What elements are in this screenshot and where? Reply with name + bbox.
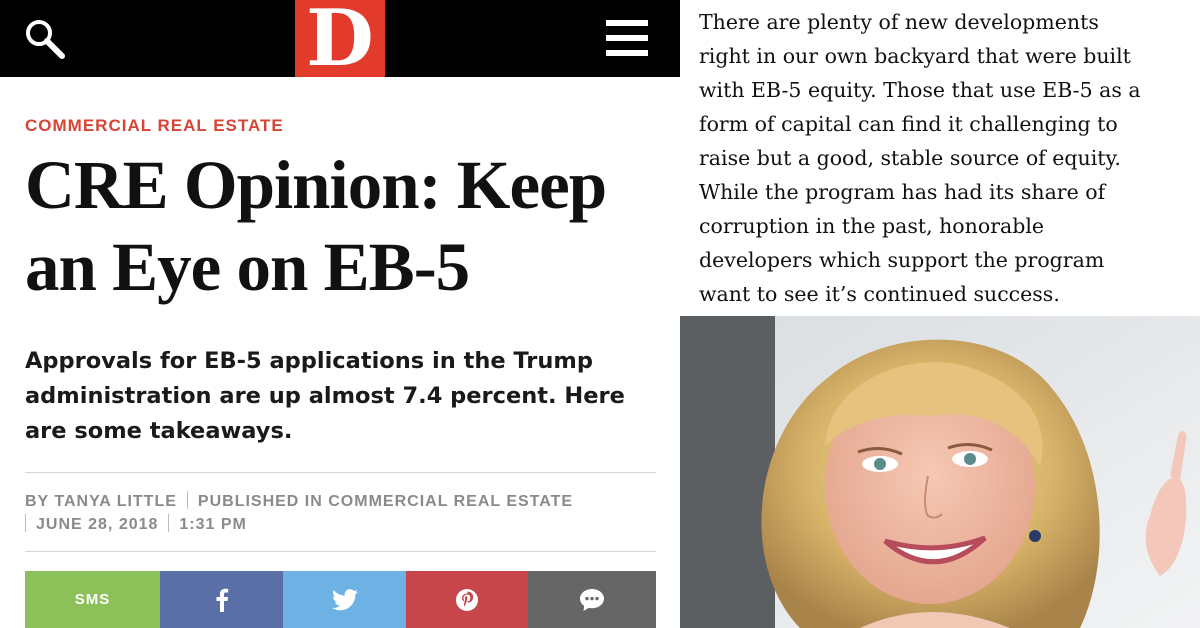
divider bbox=[25, 551, 656, 552]
portrait-illustration bbox=[680, 316, 1200, 628]
publish-date: JUNE 28, 2018 bbox=[36, 516, 159, 533]
quote-line: want to see it’s continued success. bbox=[699, 282, 1060, 306]
pinterest-icon bbox=[455, 588, 479, 612]
author-photo bbox=[680, 316, 1200, 628]
byline[interactable]: BY TANYA LITTLE bbox=[25, 493, 177, 510]
quote-panel bbox=[680, 0, 1200, 628]
quote-line: While the program has had its share of bbox=[699, 180, 1106, 204]
publish-time: 1:31 PM bbox=[179, 516, 247, 533]
quote-line: right in our own backyard that were built bbox=[699, 44, 1131, 68]
logo-text: D bbox=[306, 0, 374, 84]
quote-line: developers which support the program bbox=[699, 248, 1105, 272]
share-pinterest-button[interactable] bbox=[406, 571, 528, 628]
quote-line: corruption in the past, honorable bbox=[699, 214, 1045, 238]
category-link[interactable]: COMMERCIAL REAL ESTATE bbox=[25, 116, 284, 135]
article-date-row bbox=[25, 514, 247, 534]
meta-separator bbox=[168, 514, 169, 532]
meta-separator bbox=[25, 514, 26, 532]
site-header bbox=[0, 0, 680, 84]
comment-icon bbox=[579, 588, 605, 612]
comment-button[interactable] bbox=[528, 571, 656, 628]
meta-separator bbox=[187, 491, 188, 509]
quote-line: There are plenty of new developments bbox=[699, 10, 1099, 34]
article-title bbox=[25, 144, 665, 308]
facebook-icon bbox=[215, 588, 229, 612]
article-meta bbox=[25, 491, 573, 511]
title-line: an Eye on EB-5 bbox=[25, 229, 470, 305]
dek-line: Approvals for EB-5 applications in the Trump bbox=[25, 348, 593, 374]
title-line: CRE Opinion: Keep bbox=[25, 147, 607, 223]
search-button[interactable] bbox=[22, 16, 68, 62]
quote-line: raise but a good, stable source of equity. bbox=[699, 146, 1121, 170]
quote-line: with EB-5 equity. Those that use EB-5 as a bbox=[699, 78, 1141, 102]
search-icon bbox=[22, 16, 68, 62]
twitter-icon bbox=[332, 589, 358, 611]
share-facebook-button[interactable] bbox=[160, 571, 283, 628]
share-bar bbox=[25, 571, 656, 628]
quote-text bbox=[699, 5, 1194, 311]
divider bbox=[25, 472, 656, 473]
site-logo[interactable] bbox=[295, 0, 385, 84]
article-dek bbox=[25, 344, 665, 449]
share-sms-button[interactable] bbox=[25, 571, 160, 628]
sms-label: SMS bbox=[74, 591, 111, 608]
published-in[interactable]: PUBLISHED IN COMMERCIAL REAL ESTATE bbox=[197, 493, 574, 510]
dek-line: administration are up almost 7.4 percent. Here bbox=[25, 383, 625, 409]
quote-line: form of capital can find it challenging to bbox=[699, 112, 1118, 136]
menu-button[interactable] bbox=[606, 20, 648, 56]
dek-line: are some takeaways. bbox=[25, 418, 293, 444]
share-twitter-button[interactable] bbox=[283, 571, 406, 628]
